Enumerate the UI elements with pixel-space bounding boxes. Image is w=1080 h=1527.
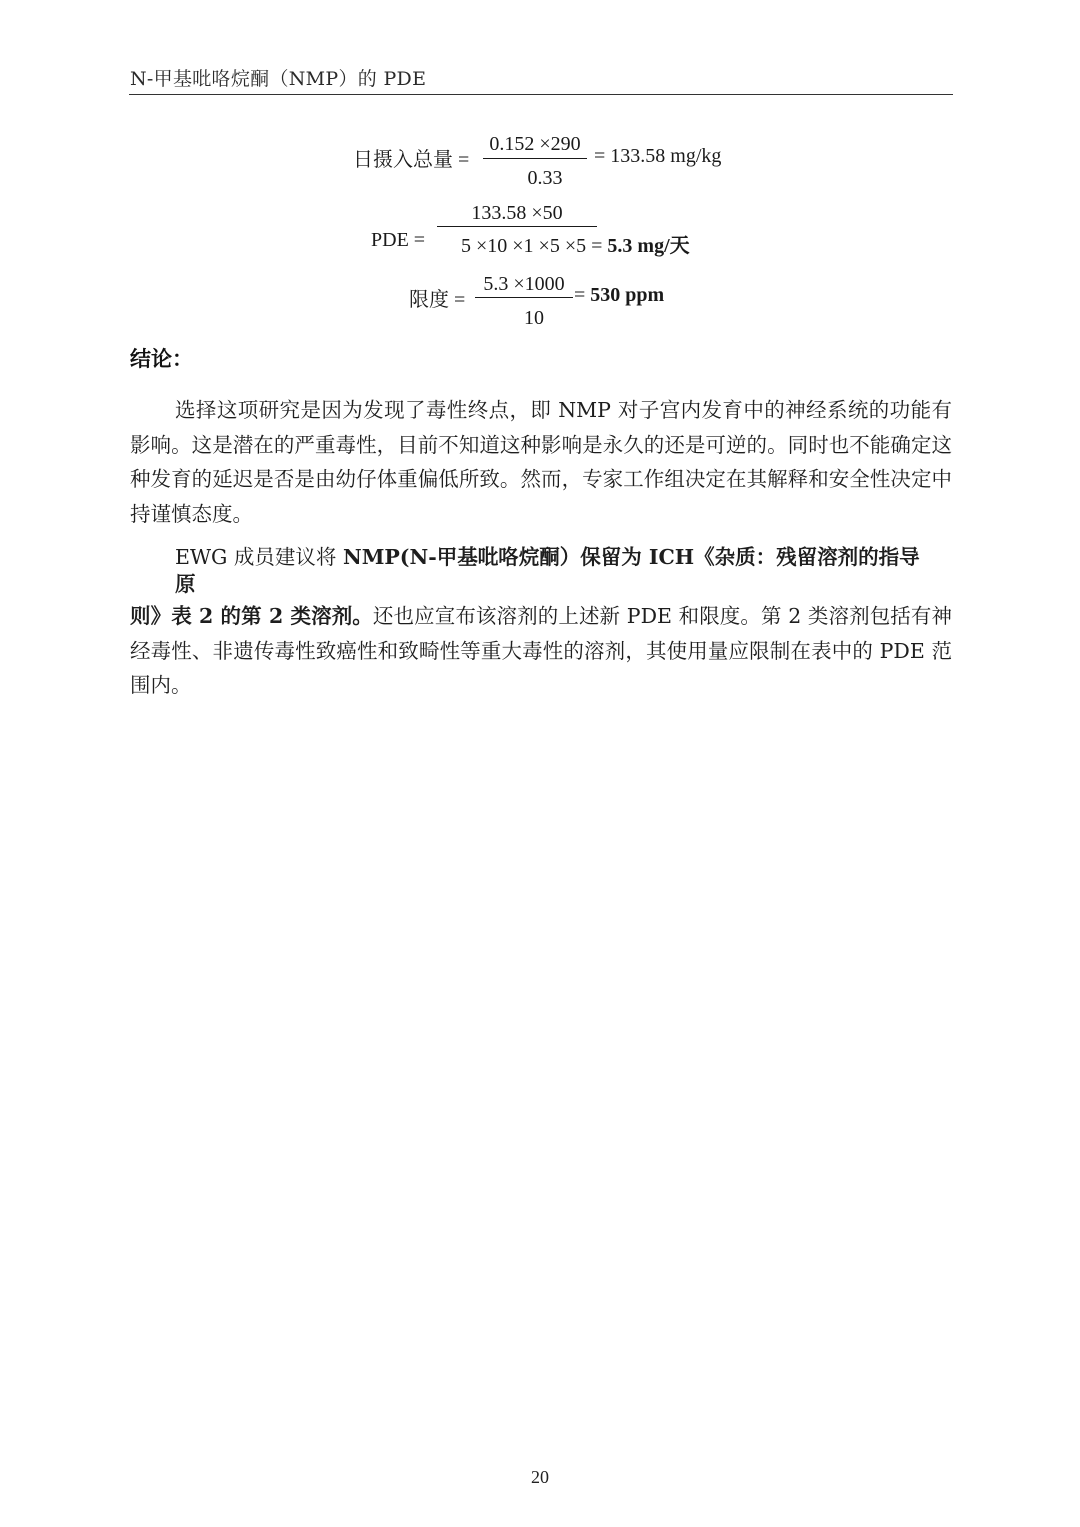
- pde-lhs: PDE =: [371, 229, 426, 251]
- limit-lhs: 限度 =: [409, 289, 466, 311]
- conclusion-paragraph-3: [130, 599, 952, 703]
- limit-fraction-bar: [475, 297, 573, 298]
- conclusion-paragraph-1: 选择这项研究是因为发现了毒性终点，即 NMP 对子宫内发育中的神经系统的功能有影响。这是潜在的严重毒性，目前不知道这种影响是永久的还是可逆的。同时也不能确定这种发育的延迟是否是由幼仔体重偏低所致。然而，专家工作组决定在其解释和安全性决定中持谨慎态度。: [130, 398, 952, 526]
- page-number: 20: [531, 1467, 549, 1487]
- limit-rhs: [574, 284, 664, 307]
- conclusion-paragraph-2-line-1: [175, 540, 920, 570]
- daily-intake-rhs: = 133.58 mg/kg: [594, 145, 722, 167]
- paragraph-3-rest: 还也应宣布该溶剂的上述新 PDE 和限度。第 2 类溶剂包括有神经毒性、非遗传毒性致癌性和致畸性等重大毒性的溶剂，其使用量应限制在表中的 PDE 范围内。: [130, 604, 952, 697]
- paragraph-2-prefix: EWG 成员建议将: [175, 545, 343, 569]
- page-header-title: N-甲基吡咯烷酮（NMP）的 PDE: [130, 68, 427, 90]
- pde-denominator-line: [461, 229, 690, 258]
- pde-denominator: 5 ×10 ×1 ×5 ×5 =: [461, 235, 603, 257]
- conclusion-heading: 结论：: [130, 346, 193, 371]
- header-rule: [129, 94, 953, 95]
- daily-intake-fraction-bar: [483, 158, 587, 159]
- paragraph-2-bold-1: NMP(N-甲基吡咯烷酮）保留为 ICH《杂质：残留溶剂的指导: [342, 545, 920, 569]
- limit-eq: =: [574, 284, 586, 306]
- conclusion-paragraph-2-line-2: 原: [175, 572, 196, 596]
- daily-intake-lhs: 日摄入总量 =: [353, 149, 470, 171]
- limit-result: 530 ppm: [590, 284, 665, 306]
- paragraph-3-bold: 则》表 2 的第 2 类溶剂。: [130, 604, 373, 628]
- pde-fraction-bar: [437, 226, 597, 227]
- pde-result: 5.3 mg/天: [607, 235, 690, 257]
- daily-intake-numerator: 0.152 ×290: [489, 133, 581, 155]
- limit-numerator: 5.3 ×1000: [483, 273, 565, 295]
- limit-denominator: 10: [524, 307, 544, 329]
- pde-numerator: 133.58 ×50: [471, 202, 563, 224]
- daily-intake-denominator: 0.33: [527, 167, 563, 189]
